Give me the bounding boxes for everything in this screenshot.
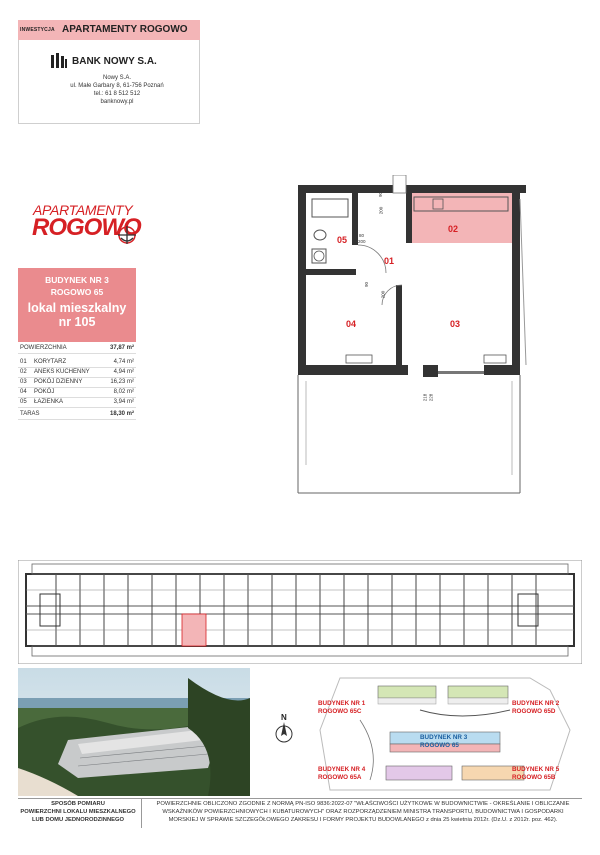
- dim-label: 200: [380, 290, 386, 299]
- building-1-address: ROGOWO 65C: [318, 708, 362, 715]
- room-code: 01: [20, 359, 27, 365]
- building-4-name: BUDYNEK NR 4: [318, 766, 366, 773]
- north-label: N: [281, 713, 287, 722]
- developer-phone: tel.: 61 8 512 512: [93, 91, 141, 97]
- highlighted-unit: [182, 614, 206, 646]
- building-3-name: BUDYNEK NR 3: [420, 734, 468, 741]
- room-name: POKÓJ DZIENNY: [34, 379, 83, 385]
- room-label-05: 05: [337, 235, 348, 245]
- table-row: [18, 378, 136, 388]
- terrace-label: TARAS: [20, 411, 40, 417]
- footer-divider: [18, 798, 582, 799]
- building-2-address: ROGOWO 65D: [512, 708, 556, 715]
- dim-label: 200: [358, 239, 366, 244]
- building-1-label: [318, 700, 365, 716]
- unit-info-panel: [18, 268, 136, 342]
- unit-type: lokal mieszkalny: [27, 301, 127, 315]
- room-code: 04: [20, 389, 27, 395]
- room-area: 4,94 m²: [113, 369, 134, 375]
- footer-right-line: MORSKIEJ W SPRAWIE SZCZEGÓŁOWEGO ZAKRESU I FORMY PROJEKTU BUDOWLANEGO z dnia 25 kwietnia 2012r. (Dz.U. z 2012r. poz. 462).: [168, 817, 558, 823]
- building-render-image: [18, 668, 250, 796]
- area-total-row: [18, 344, 136, 354]
- table-row: [18, 358, 136, 368]
- footer-right-line: WSKAŹNIKÓW POWIERZCHNIOWYCH I KUBATUROWYCH" ORAZ ROZPORZĄDZENIEM MINISTRA TRANSPORTU, BUDOWNICTWA I GOSPODARKI: [162, 809, 564, 815]
- building-label: BUDYNEK NR 3: [45, 275, 109, 285]
- logo-line2: ROGOWO: [32, 214, 141, 241]
- room-area: 16,23 m²: [110, 379, 134, 385]
- building-5-address: ROGOWO 65B: [512, 774, 556, 781]
- building-4-label: [318, 766, 365, 782]
- building-2-label: [512, 700, 559, 716]
- terrace-value: 18,30 m²: [109, 411, 134, 417]
- room-name: POKÓJ: [34, 389, 55, 395]
- table-row: [18, 398, 136, 408]
- area-total-value: 37,87 m²: [109, 345, 134, 351]
- footer-column-divider: [141, 798, 142, 828]
- building-5-label: [512, 766, 559, 782]
- building-3-address: ROGOWO 65: [420, 742, 459, 749]
- area-total-label: POWIERZCHNIA: [20, 345, 67, 351]
- room-area: 3,94 m²: [113, 399, 134, 405]
- room-name: ŁAZIENKA: [34, 399, 64, 405]
- footer-measurement-note: [144, 800, 582, 824]
- dim-label: 90: [364, 281, 370, 288]
- terrace-row: [18, 410, 136, 420]
- dim-label: 80: [359, 233, 365, 238]
- bank-logo-icon: [50, 53, 68, 69]
- developer-website: banknowy.pl: [100, 99, 134, 105]
- building-4-address: ROGOWO 65A: [318, 774, 362, 781]
- room-area: 4,74 m²: [113, 359, 134, 365]
- table-row: [18, 388, 136, 398]
- room-label-04: 04: [346, 319, 357, 329]
- room-label-01: 01: [384, 256, 395, 266]
- room-name: KORYTARZ: [34, 359, 67, 365]
- footer-left-line: LUB DOMU JEDNORODZINNEGO: [31, 817, 125, 823]
- building-3-label: [420, 734, 467, 750]
- footer-left-line: SPOSÓB POMIARU: [51, 801, 105, 807]
- footer-right-line: POWIERZCHNIE OBLICZONO ZGODNIE Z NORMĄ PN-ISO 9836:2022-07 "WŁAŚCIWOŚCI UŻYTKOWE W BUDOWNICTWIE - OKREŚLANIE I OBLICZANIE: [156, 801, 570, 807]
- room-label-03: 03: [450, 319, 461, 329]
- developer-address: ul. Małe Garbary 8, 61-756 Poznań: [70, 83, 164, 89]
- dim-label: 200: [378, 206, 384, 215]
- developer-name: BANK NOWY S.A.: [72, 56, 157, 67]
- developer-company: Nowy S.A.: [102, 75, 131, 81]
- building-2-name: BUDYNEK NR 2: [512, 700, 560, 707]
- kitchen-fill: [408, 193, 513, 243]
- unit-number: nr 105: [58, 315, 96, 329]
- building-address: ROGOWO 65: [50, 287, 104, 297]
- room-label-02: 02: [448, 224, 459, 234]
- room-name: ANEKS KUCHENNY: [34, 369, 90, 375]
- room-area: 8,02 m²: [113, 389, 134, 395]
- room-code: 02: [20, 369, 27, 375]
- building-1-name: BUDYNEK NR 1: [318, 700, 366, 707]
- dim-label: 228: [428, 393, 434, 402]
- dim-label: 90: [378, 191, 384, 198]
- building-floor-plan: [18, 560, 582, 664]
- header-small-label: INWESTYCJA: [20, 27, 55, 33]
- building-5-name: BUDYNEK NR 5: [512, 766, 560, 773]
- table-row: [18, 368, 136, 378]
- anchor-wheel-icon: [116, 224, 138, 246]
- footer-measurement-label: [18, 800, 138, 824]
- room-code: 05: [20, 399, 27, 405]
- room-code: 03: [20, 379, 27, 385]
- floor-plan: [288, 175, 533, 505]
- logo-line1: APARTAMENTY: [33, 202, 133, 218]
- footer-left-line: POWIERZCHNI LOKALU MIESZKALNEGO: [20, 809, 136, 815]
- header-title: APARTAMENTY ROGOWO: [62, 24, 188, 35]
- dim-label: 218: [422, 393, 428, 402]
